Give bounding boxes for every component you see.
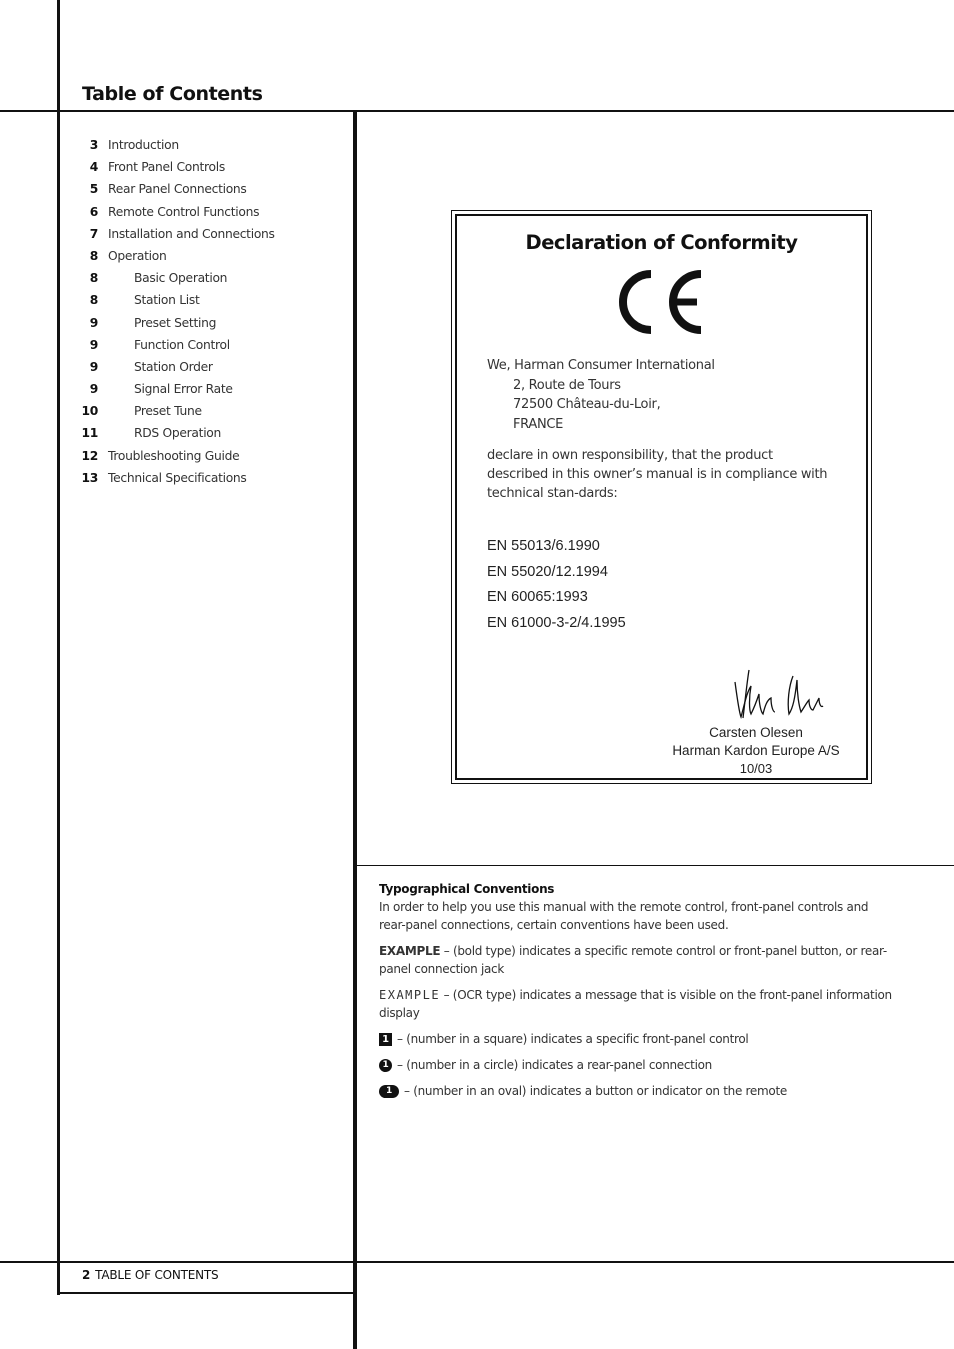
toc-entry — [78, 180, 348, 202]
toc-entry — [78, 336, 348, 358]
toc-label: Technical Specifications — [108, 470, 247, 485]
bold-desc: – (bold type) indicates a specific remote control or front-panel button, or rear-panel connection jack — [379, 944, 887, 976]
toc-page-number: 7 — [89, 226, 98, 241]
bold-convention — [379, 942, 894, 978]
toc-page-number: 3 — [89, 138, 98, 152]
toc-label: Operation — [108, 248, 167, 263]
signer-company: Harman Kardon Europe A/S — [672, 743, 840, 758]
manufacturer-address — [487, 356, 715, 434]
declaration-box — [451, 210, 872, 784]
toc-page-number: 13 — [81, 470, 98, 485]
toc-page-number: 9 — [89, 359, 98, 374]
toc-entry — [78, 247, 348, 269]
ocr-convention — [379, 986, 894, 1022]
conventions-intro: In order to help you use this manual with the remote control, front-panel controls and rear-panel connections, certain conventions have been used. — [379, 900, 869, 932]
circle-desc: – (number in a circle) indicates a rear-panel connection — [397, 1058, 712, 1072]
toc-page-number: 5 — [89, 182, 98, 197]
toc-label: Signal Error Rate — [134, 382, 233, 397]
toc-label: Basic Operation — [134, 271, 228, 286]
toc-entry — [78, 469, 348, 491]
table-of-contents — [78, 136, 348, 491]
toc-entry — [78, 314, 348, 336]
square-number-icon: 1 — [379, 1033, 392, 1046]
toc-entry — [78, 203, 348, 225]
toc-entry — [78, 447, 348, 469]
square-convention — [379, 1030, 894, 1048]
toc-label: Front Panel Controls — [108, 160, 225, 175]
toc-label: Station List — [134, 293, 200, 308]
footer-section: TABLE OF CONTENTS — [95, 1268, 219, 1282]
toc-page-number: 9 — [89, 337, 98, 352]
toc-page-number: 8 — [89, 271, 98, 286]
toc-page-number: 6 — [89, 204, 98, 219]
toc-page-number: 8 — [89, 248, 98, 263]
toc-label: Rear Panel Connections — [108, 182, 247, 197]
toc-entry — [78, 136, 348, 158]
signer-name: Carsten Olesen — [709, 725, 803, 740]
toc-page-number: 9 — [89, 315, 98, 330]
conventions-title: Typographical Conventions — [379, 882, 555, 896]
bold-example: EXAMPLE — [379, 944, 441, 958]
declaration-inner-frame — [455, 214, 868, 780]
declaration-statement: declare in own responsibility, that the product described in this owner’s manual is in compliance with technical stan-dards: — [487, 448, 828, 501]
address-line: 2, Route de Tours — [513, 377, 621, 393]
toc-entry — [78, 380, 348, 402]
toc-page-number: 9 — [89, 382, 98, 397]
toc-entry — [78, 269, 348, 291]
standard-item: EN 55020/12.1994 — [487, 563, 608, 580]
left-margin-rule — [57, 0, 60, 1295]
toc-entry — [78, 158, 348, 180]
toc-label: Installation and Connections — [108, 226, 275, 241]
toc-label: RDS Operation — [134, 426, 222, 441]
toc-entry — [78, 402, 348, 424]
toc-label: Preset Tune — [134, 404, 202, 419]
column-divider-rule — [353, 112, 357, 1349]
standard-item: EN 61000-3-2/4.1995 — [487, 615, 626, 632]
toc-page-number: 8 — [89, 293, 98, 308]
typographical-conventions — [379, 880, 894, 1108]
toc-label: Function Control — [134, 337, 230, 352]
oval-desc: – (number in an oval) indicates a button or indicator on the remote — [404, 1084, 787, 1098]
header-rule — [0, 110, 954, 112]
toc-entry — [78, 424, 348, 446]
ce-mark-icon — [609, 266, 705, 338]
toc-label: Introduction — [108, 138, 179, 152]
toc-label: Preset Setting — [134, 315, 217, 330]
standard-item: EN 60065:1993 — [487, 589, 588, 606]
circle-convention — [379, 1056, 894, 1074]
footer-page-number: 2 — [82, 1268, 91, 1282]
declaration-date: 10/03 — [739, 761, 773, 776]
oval-convention — [379, 1082, 894, 1100]
signature-icon — [727, 662, 827, 722]
toc-page-number: 12 — [81, 448, 98, 463]
address-line: FRANCE — [513, 416, 564, 432]
toc-entry — [78, 225, 348, 247]
standard-item: EN 55013/6.1990 — [487, 538, 600, 554]
toc-label: Troubleshooting Guide — [108, 448, 240, 463]
standards-list — [487, 534, 626, 637]
oval-number-icon: 1 — [379, 1085, 399, 1098]
toc-page-number: 4 — [89, 160, 98, 175]
toc-entry — [78, 358, 348, 380]
square-desc: – (number in a square) indicates a specific front-panel control — [397, 1032, 749, 1046]
toc-page-number: 10 — [81, 404, 98, 419]
ocr-example: EXAMPLE — [379, 988, 441, 1002]
toc-label: Remote Control Functions — [108, 204, 260, 219]
toc-label: Station Order — [134, 359, 213, 374]
page-title: Table of Contents — [82, 83, 263, 105]
page-footer — [82, 1267, 218, 1283]
declaration-title: Declaration of Conformity — [525, 231, 798, 254]
address-line: 72500 Château-du-Loir, — [513, 397, 661, 412]
ocr-desc: – (OCR type) indicates a message that is visible on the front-panel information display — [379, 988, 892, 1020]
toc-entry — [78, 291, 348, 313]
conventions-rule — [357, 865, 954, 866]
signer-block — [656, 724, 856, 778]
footer-bottom-rule — [57, 1292, 356, 1294]
address-intro: We, Harman Consumer International — [487, 358, 715, 373]
toc-page-number: 11 — [81, 426, 98, 441]
footer-rule — [0, 1261, 954, 1263]
circle-number-icon: 1 — [379, 1059, 392, 1072]
